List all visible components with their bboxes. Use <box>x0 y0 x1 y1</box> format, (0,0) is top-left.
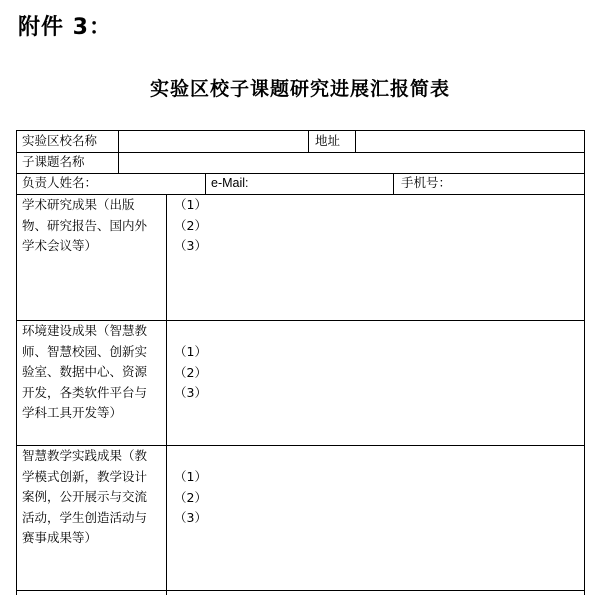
section-label-teaching-practice: 智慧教学实践成果（教 学模式创新，教学设计 案例，公开展示与交流 活动，学生创造活动与 赛事成果等） <box>22 448 148 545</box>
section-items-academic <box>174 195 207 257</box>
table-right-border <box>584 130 585 595</box>
column-divider <box>308 130 309 152</box>
column-divider <box>118 130 119 152</box>
column-divider <box>205 173 206 194</box>
form-title: 实验区校子课题研究进展汇报简表 <box>149 78 450 100</box>
list-item: （2） <box>174 217 207 233</box>
phone-label: 手机号： <box>401 175 452 190</box>
email-label: e-Mail: <box>211 176 249 190</box>
section-items-teaching-practice <box>174 467 207 529</box>
subtopic-name-label: 子课题名称 <box>22 154 85 169</box>
list-item: （3） <box>174 510 207 525</box>
row-divider <box>16 152 584 153</box>
address-label: 地址 <box>315 133 341 148</box>
row-divider <box>16 590 584 591</box>
list-item: （2） <box>174 489 207 505</box>
column-divider <box>393 173 394 194</box>
list-item: （3） <box>174 238 207 253</box>
section-label-environment: 环境建设成果（智慧教 师、智慧校园、创新实 验室、数据中心、资源 开发，各类软件平台与 学科工具开发等） <box>22 323 148 420</box>
table-left-border <box>16 130 17 595</box>
list-item: （1） <box>174 344 207 359</box>
column-divider <box>118 152 119 173</box>
column-divider <box>166 194 167 595</box>
list-item: （3） <box>174 385 207 400</box>
leader-name-label: 负责人姓名： <box>22 175 98 190</box>
school-name-label: 实验区校名称 <box>22 133 98 148</box>
attachment-label: 附件 3： <box>18 15 112 40</box>
list-item: （1） <box>174 197 207 212</box>
row-divider <box>16 173 584 174</box>
list-item: （1） <box>174 469 207 484</box>
table-top-border <box>16 130 584 131</box>
column-divider <box>355 130 356 152</box>
section-label-academic: 学术研究成果（出版 物、研究报告、国内外 学术会议等） <box>22 197 148 253</box>
section-items-environment <box>174 342 207 404</box>
list-item: （2） <box>174 364 207 380</box>
